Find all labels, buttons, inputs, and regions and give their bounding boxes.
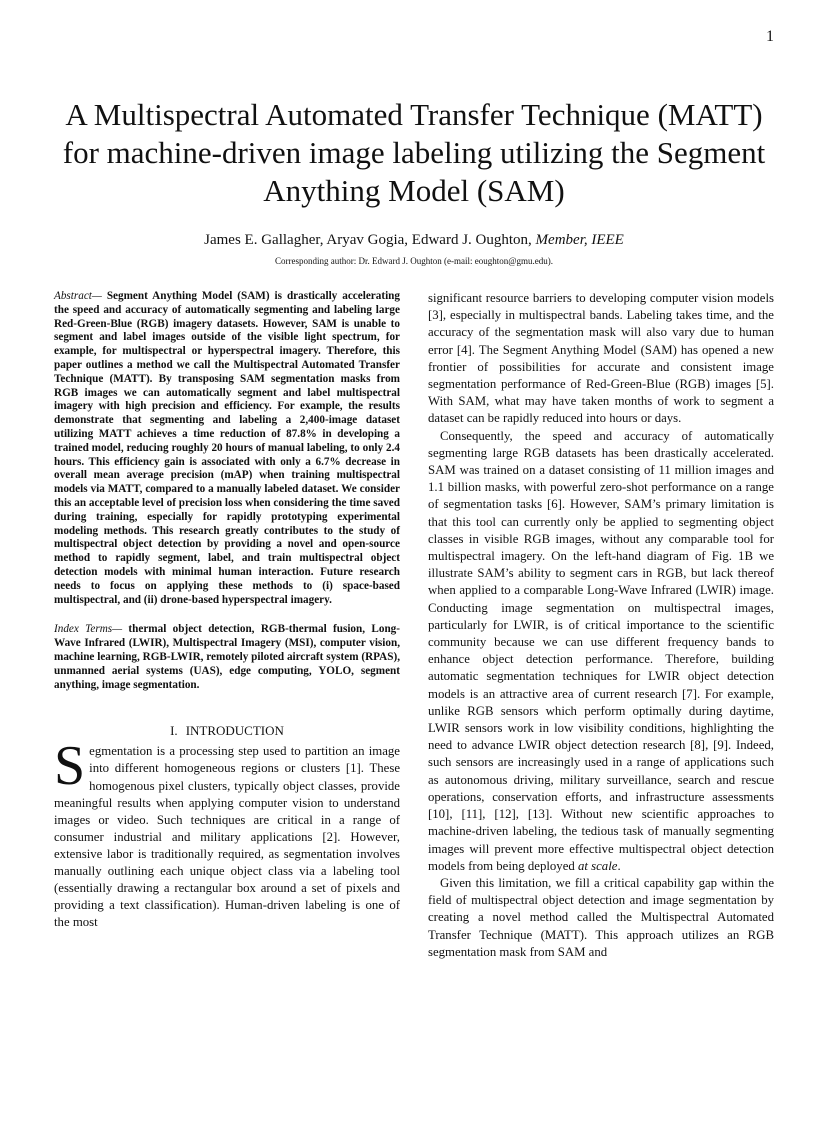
author-membership: Member, IEEE bbox=[535, 232, 624, 248]
author-line bbox=[54, 231, 774, 249]
body-paragraph-2-end: . bbox=[617, 858, 621, 873]
body-paragraph-2-text: Consequently, the speed and accuracy of automatically segmenting large RGB datasets has been drastically accelerated. SAM was trained on a dataset consisting of 11 million images and 1.1 billion masks, with powerful zero-shot performance on a range of segmentation tasks [6]. However, SAM’s primary limitation is that this tool can currently only be applied to segmenting object classes in visible RGB images, without any comparable tool for multispectral imagery. On the left-hand diagram of Fig. 1B we illustrate SAM’s ability to segment cars in RGB, but lack thereof when applied to a comparable Long-Wave Infrared (LWIR) image. Conducting image segmentation on multispectral images, particularly for LWIR, is of critical importance to the scientific community because we can use different frequency bands to enhance object detection performance. Therefore, building automatic segmentation techniques for LWIR object detection models is an attractive area of current research [7]. For example, unlike RGB sensors which perform optimally during daytime, LWIR sensors work in low visibility conditions, highlighting the need to advance LWIR object detection research [8], [9]. Indeed, such sensors are increasingly used in a range of applications such as autonomous driving, military surveillance, search and rescue operations, conservation efforts, and infrastructure assessments [10], [11], [12], [13]. Without new scientific approaches to machine-driven labeling, the tedious task of manually segmenting images will prevent more effective multispectral object detection models from being deployed bbox=[428, 428, 774, 873]
paper-title: A Multispectral Automated Transfer Technique (MATT) for machine-driven image labeling utilizing the Segment Anything Model (SAM) bbox=[62, 97, 766, 208]
author-names: James E. Gallagher, Aryav Gogia, Edward J. Oughton, bbox=[204, 232, 532, 248]
body-paragraph-2-emphasis: at scale bbox=[577, 858, 618, 873]
section-title: INTRODUCTION bbox=[185, 723, 284, 739]
body-paragraph-1: significant resource barriers to developing computer vision models [3], especially in multispectral bands. Labeling takes time, and the accuracy of the segmentation mask will also vary due to human error [4]. The Segment Anything Model (SAM) has opened a new frontier of possibilities for accurate and consistent image segmentation performance of Red-Green-Blue (RGB) images [5]. With SAM, what may have taken months of work to segment a dataset can be rapidly reduced into hours or days. bbox=[428, 291, 774, 426]
abstract-label: Abstract— bbox=[54, 290, 102, 302]
index-terms bbox=[54, 623, 400, 692]
drop-cap: S bbox=[54, 735, 86, 798]
corresponding-author: Corresponding author: Dr. Edward J. Oughton (e-mail: eoughton@gmu.edu). bbox=[275, 256, 553, 266]
introduction-paragraph bbox=[54, 735, 400, 931]
section-heading-introduction bbox=[54, 723, 400, 739]
abstract bbox=[54, 290, 400, 607]
body-paragraph-2 bbox=[428, 428, 774, 875]
abstract-text: Segment Anything Model (SAM) is drastically accelerating the speed and accuracy of automatically segmenting and labeling large Red-Green-Blue (RGB) imagery datasets. However, SAM is unable to segment and label images outside of the visible light spectrum, for example, for multispectral or hyperspectral imagery. Therefore, this paper outlines a method we call the Multispectral Automated Transfer Technique (MATT). By transposing SAM segmentation masks from RGB images we can automatically segment and label multispectral imagery with high precision and efficiency. For example, the results demonstrate that segmenting and labeling a 2,400-image dataset utilizing MATT achieves a time reduction of 87.8% in developing a trained model, reducing roughly 20 hours of manual labeling, to only 2.4 hours. This efficiency gain is associated with only a 6.7% decrease in overall mean average precision (mAP) when training multispectral models via MATT, compared to a manually labeled dataset. We consider this an acceptable level of precision loss when considering the time saved during training, especially for rapidly prototyping experimental modeling methods. This research greatly contributes to the study of multispectral object detection by providing a novel and open-source method to rapidly segment, label, and train multispectral object detection models with minimal human interaction. Future research needs to focus on applying these methods to (i) space-based multispectral, and (ii) drone-based hyperspectral imagery. bbox=[54, 290, 400, 606]
index-terms-text: thermal object detection, RGB-thermal fusion, Long-Wave Infrared (LWIR), Multispectral Imagery (MSI), computer vision, machine learning, RGB-LWIR, remotely piloted aircraft system (RPAS), unmanned aerial systems (UAS), edge computing, YOLO, segment anything, image segmentation. bbox=[54, 623, 400, 691]
right-column bbox=[428, 290, 774, 961]
page-number: 1 bbox=[766, 28, 774, 45]
introduction-text: egmentation is a processing step used to partition an image into different homogeneous regions or clusters [1]. These homogenous pixel clusters, typically object classes, provide meaningful results when applying computer vision to understand images or video. Such techniques are critical in a range of consumer industrial and military applications [2]. However, extensive labor is traditionally required, as segmentation involves manually outlining each unique object class via a labeling tool (essentially drawing a rectangular box around a set of pixels and providing a text classification). Human-driven labeling is one of the most bbox=[54, 744, 400, 930]
body-paragraph-3: Given this limitation, we fill a critical capability gap within the field of multispectral object detection and image segmentation by creating a novel method called the Multispectral Automated Transfer Technique (MATT). This approach utilizes an RGB segmentation mask from SAM and bbox=[428, 875, 774, 959]
section-number: I. bbox=[170, 723, 178, 739]
left-column bbox=[54, 290, 400, 931]
index-terms-label: Index Terms— bbox=[54, 623, 123, 636]
